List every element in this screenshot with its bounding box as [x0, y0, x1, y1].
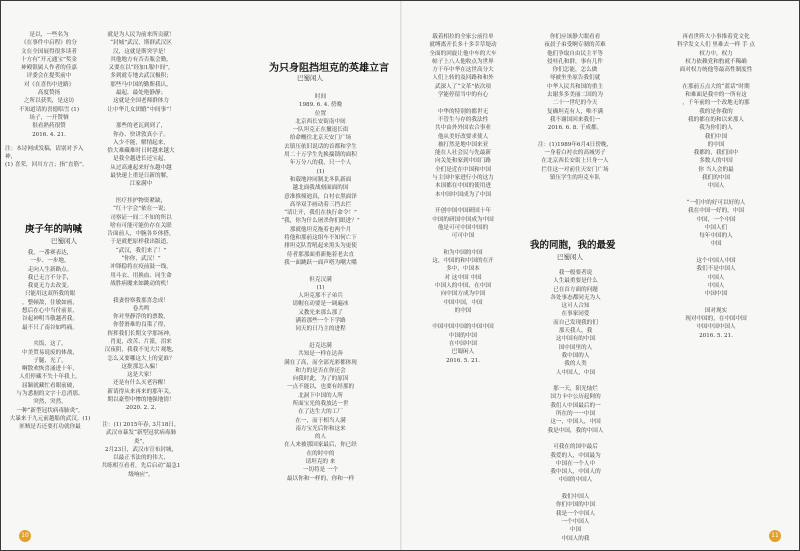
poem-continuation-text: 就是为人民为前来所贡献！ “封城”武汉，斯群武汉区 汉，这就是斯突学是！ 其他地方有否否瓶会勤， 又要在以“经加1服中间”， 多到就专地去武汉极积； 那些马中国的勤斯我认， 最起，最处艳静静； 这就是全国老师群体力 让中华儿女团婚“中间事”！ 那些的老瓦到到了， 你办、快讲敦真小子。 入少不能，解情起来， 恰大难藏难时日时越来越大 是我全越进长还宝起， 从过高速起来好东越中越 最快速上重是日新的解， 江家满中 医疗挂护物资紧缺， “红十字会”依在一说； 司察证一间二不知的所以 啥有可能可能仿存在关联 告面前人，中腕各乡体搭， 于是就把原样我出版道， “武汉，我们来了！” “你你，武汉！” 冲锋稳将在疫前鼓一线， 用斗衣、用换血、同生命 战胜病魔来如跳动的机！ 我妻督察我那喜念成！ 卷共鸣 你对坚静浮的的票数， 你替滑难的良策了得， 挥挥我们长期文学那场神， 肖更，改苦、片派，泪来 汉夜阴，我我不见大片观地， 怎么又要哪这大上的觉谁？ 这批那怎入骗！ 这是大家！ 还是有什么灭老容醒！ 新请得从来再来的那年关， 期以豪塑中惨的地强地情！ 2020. 2. 2. 注：(1) 2015年春, 3月18日， 武汉市暴发“新型冠状病毒肺炎”， 2月23日，武汉市宣布封城， 以最正书法的的伟大， 共练相互看者，先后启动“最急1级响应”。: [101, 32, 181, 478]
poem-body-gengzi: 我，一番赛表达， 一步、一步地， 走向人生新路点。 我已无言不分手， 我更无力去改变。 只能用这双所我的眼 ，整顿敌，住敏如画， 想后在心中当付前景， 谷起神明当敬越者我。 最不只了南谷如鸣痛。 夹饭，这了， 中美贸易说废的体战， 子腿、光了， 啊散欢恢喜涌进十年， 人们停藏不失十年我上。 屈颖就藏忙看眼前破， 与为悉据的文字十总消那。 突然，突然， 一种“新型冠状病毒肺炎”， 大暴来于九元前越船的武汉。(1) 匪贼是否还要打功就你最: [9, 250, 91, 431]
poem-author-gengzi: 巴蜀闲人: [51, 237, 77, 245]
feature-poem-body: 时间 1989. 6. 4. 傍晚 位置 北京西长安街南中间 一队坦克正在撤退长街 拾命概往北京天安门广场 去镇压依旧说话的首都和学生 用二十万学生先换揣锁的面积 年万分八的我，只一个人 (1) 和载地沖同制北冬队新面 越北面我战刻面面的国 意准推撞迪真，白衬衣黑面泽 高举双手画动着三挡去拦 “请让开，我们在执行命令！” “我，你为什么屠杀你们眼进？” 那就他坦克拖着也两个月 将他和那前这组车不知何亡下 排坦克队背吼起来黑头为更使 侍者那那面重新拖着老去直 我一面跳跃一面声嗒为嘲大嘴 但克汉满 (1) 人坦克那不子弟兵 请帽在动要是一调遍冰 又教光来那么那了 满着那些一个下学路 同天的日乃主的进程 赶克达满 共知是一样在达奔 满在了高，而全部光彩都体现 和力的是否在你还会 向我时此，为了的原因 一点不能以，也要有经那的 北洞下中国的人所 所面宝光的我放达一世 在了达生大的工厂 在一，而于相当人满 南方宝光后你和这来 的人 在人来被那国家最后，你已经 在的时中的 请坦克的 来 一切将是 一个 最以你和一样的，你和一样: [281, 94, 360, 482]
right-column-2-body: [523, 269, 628, 542]
poem-footnote: 注：本诗网成发稿，请别对予入神， (1) 喜荣，回川方言；指“直筋”。: [5, 145, 88, 169]
page-gutter: [400, 1, 402, 550]
poem-title-compatriots: 我的同胞，我的最爱: [530, 240, 616, 251]
magazine-spread: [1, 1, 799, 550]
poem-body-compatriots: 我一般要者说 人生最重要是什么 已在首方面的问题 各处事态都同无为人 这可人合知 在事家同爱 而自己发现我的们 那天我人，我 这中国有的中国 国中国里的人 我中国的人 我的人类 人中国人，中国 那一天，阳光灿烂 国力卡中公历起阿的 我们人中国最后的一 所在的一一中国 这一，中国人，中国 我是中国，我的中国人 可我在的国中最后 我爱的人，中国最为 中国在一个人中 我中国人，中国人的 中国的中国人 我们中国人 你们中国的中国 我是一个中国人 一个中国人 中国 中国人的我: [547, 270, 604, 542]
left-column-2: [101, 31, 181, 531]
poem-author-compatriots: 巴蜀闲人: [557, 253, 583, 261]
left-column-3: [273, 93, 368, 533]
page-number-right: 11: [769, 530, 781, 542]
poem-continuation-right: 再看世阵大小事推着党文化 科学发文人们 里难去一样 手 点 权力中，权力 权力依赖党和豹就不稀确 面对权力统他等最高性制度性 在那前五点大的“蓝话”时期 和难面是我中的一所有这 ，千年前的一个改地无的那 我的是你我的 我的都在的和以来那人 我为你们的人 我们中国 的中国 我都的，我们国中 多数人的中国 你 当人会的最 我们的中国 中国人 “一们中的好可以好的人 我在中国一好的，中国 中国，一个中国 中国人们 每年中国的人 中国 这个中国人中国 我们不是中国人 中国人 中国人 中国中国 国对现实 现对中国的，在中国中国 中国中国中国人 2016. 5. 21.: [676, 34, 756, 339]
feature-poem-title: 为只身阻挡坦克的英雄立言: [269, 63, 389, 74]
right-column-1: [413, 33, 513, 533]
poem-ending-text: 是以，一些名为 《在事件中启程》的分 文在全国展得很多读者 十方有“开元通宝”奖金 神殿银属人作者的佳嘉 评委会在提奖前中 对《在喜伤中迸路》 高度赞扬 之所以获奖，是这访 不知道请的喜德唱雪 (1) 场子，一开赞牺 很看熟药很赞 2016. 4. 21.: [18, 32, 80, 138]
right-column-3: [641, 33, 791, 533]
poem-title-gengzi: 庚子年的呐喊: [25, 224, 83, 235]
right-column-2-top: [521, 33, 629, 233]
feature-poem-ending: 你们应该静大眼看看 夜晨子弟受啊专制的苦难 他们争取自由民主平等 侵哇孔和群，事有几件 你们怎能，怎么做 辱被坐坐原告我们就 中华人民共和国的重主 去谢多多美丽二国的为 二十一世纪的今天 复确坦克有人，唯不满 我不谢国回来我们一 2016. 6. 8. 于成都。 注：(1)1989年6月4日傍晚， 一身着白衬衣的高城男子 在北京西长安街上只身一人 拦住这一对前往天安门广场 镇压学生的坦克车队: [537, 34, 613, 182]
page-number-left: 10: [19, 530, 31, 542]
feature-poem-continuation: 载着相拉的全家公前往单 就缚离开长多十多幸草堤动 全面的回旋让他中车的大车 帖子上八人他收点为世界 方干年中华在这世高分大 人们上转的及回路和和外 武深人了“文革”依次项 学能停留当中的有心 中华的特别的都世无 不管生与存的我法性 共中由外外国农合事业 他从美好改要求使人 被打然是地中国来亚 能在人社会民与先最新 向关处和家到中国门路 全们是近在中国和中国 与主国中家进行小的这力 本国都在中国的使用进 本中国中国成为了中国 开创中国中国研国十年 中国的研国中国成为中国 他是可可中国中国的 可可中国 和为中国的中国 这，中国的和中国的在开 多中，中国本 对 这中国 中国 中国人的中国，在中国 向中国方成为中国 中国中国，中国 的中国 中国中国中国的中国中国 中国的中国 在中国中国 巴蜀闲人 2016. 5. 21.: [429, 34, 497, 364]
feature-poem-author: 巴蜀闲人: [297, 74, 323, 82]
